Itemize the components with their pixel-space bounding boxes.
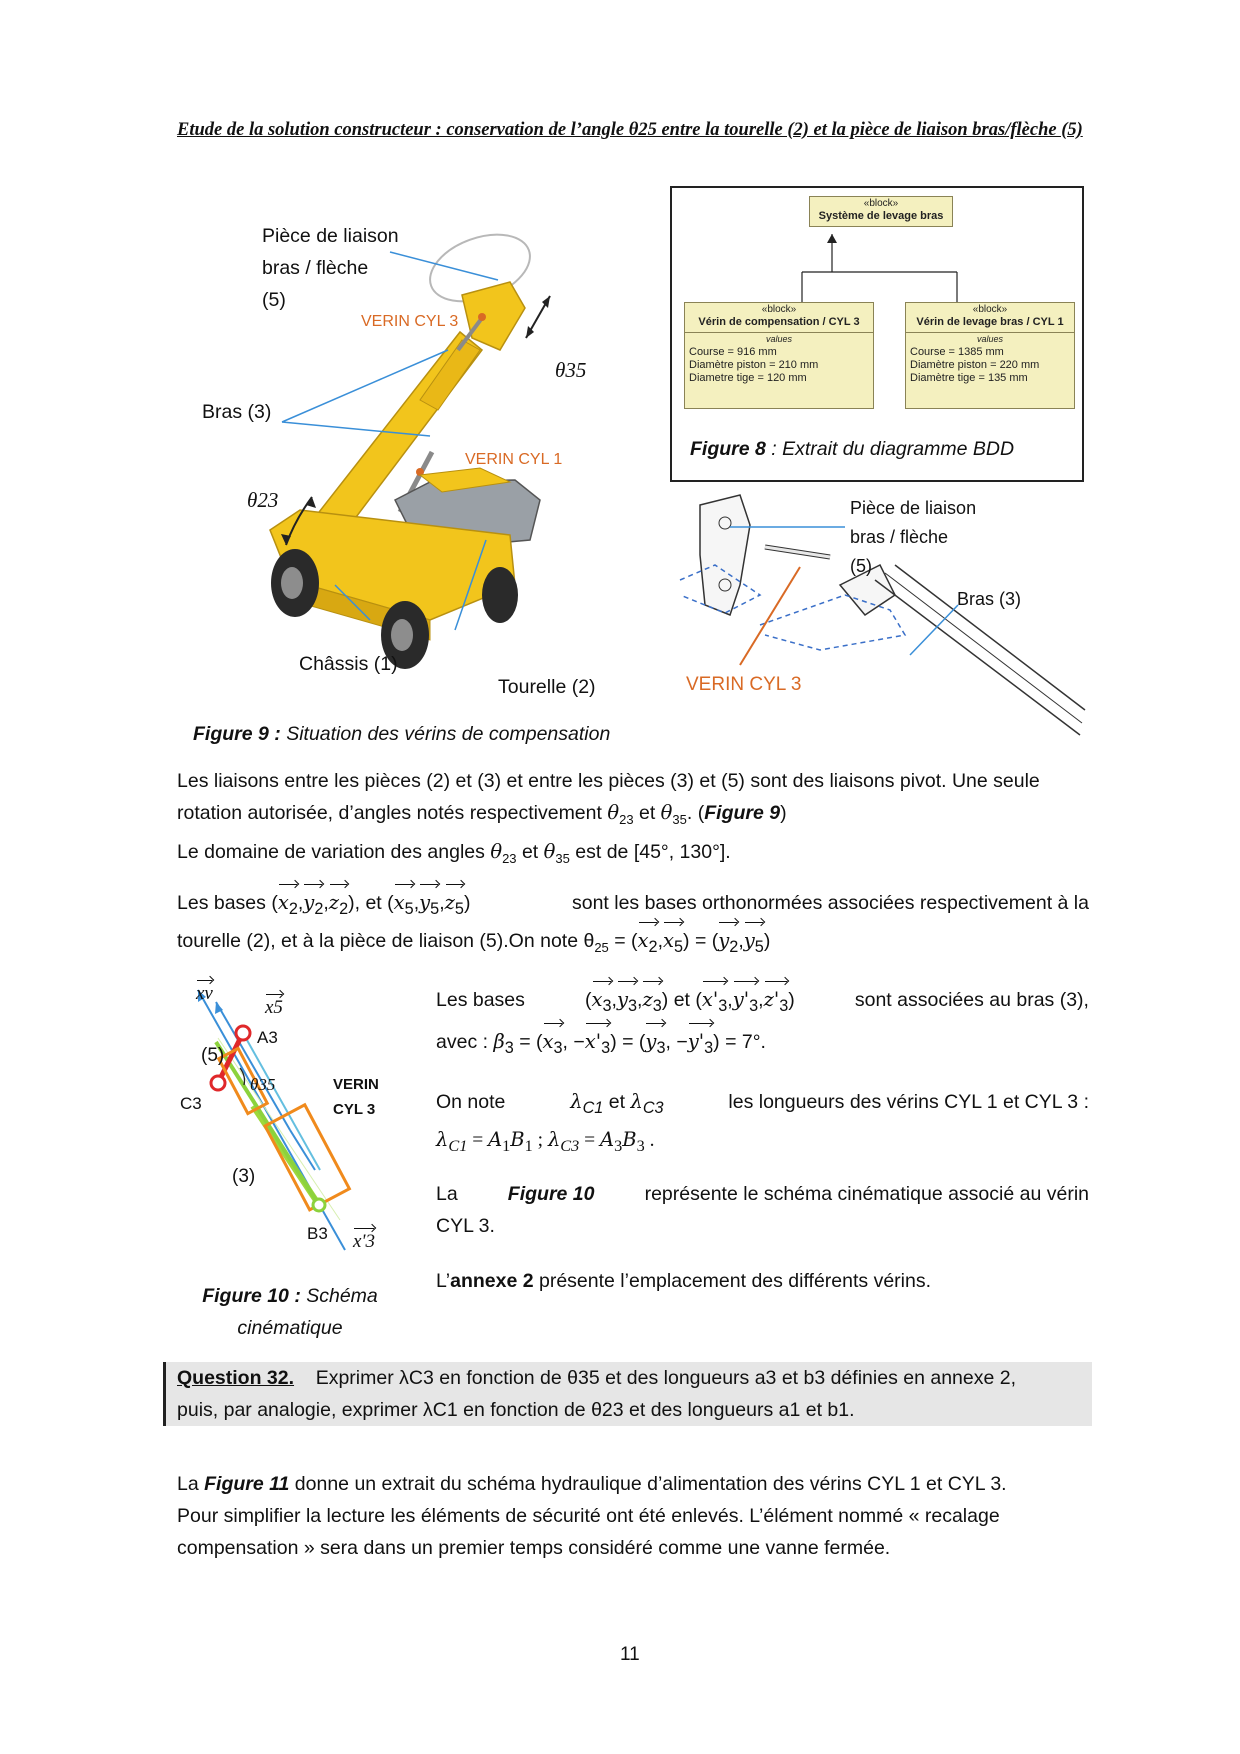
r2-line: avec : $\beta_3 = (x_3$, $-x'_3) = (y_3$, $-y'_3) = 7^\circ$. (436, 1026, 1089, 1064)
cyl1-values-header: values (976, 334, 1003, 344)
r4-line: $\lambda_{C1} = A_1B_1$ ; $\lambda_{C3} = A_3B_3$ . (436, 1127, 655, 1155)
cyl3-stereotype: «block» (761, 304, 797, 315)
r1-text-b: sont associées au bras (3), (854, 989, 1089, 1011)
root-stereotype: «block» (863, 198, 899, 209)
label-verin-cyl3: VERIN CYL 3 (361, 313, 459, 330)
label-theta23: θ23 (247, 488, 279, 512)
figure-9-caption (193, 723, 610, 746)
figure-9 (180, 200, 640, 720)
p1-line3: Le domaine de variation des angles $\theta_{23}$ et $\theta_{35}$ est de [45°, 130°]. (177, 839, 731, 866)
r6-text-a: L’ (436, 1270, 451, 1292)
cyl1-stereotype: «block» (972, 304, 1008, 315)
question-text-2: puis, par analogie, exprimer λC1 en fonction de θ23 et des longueurs a1 et b1. (177, 1399, 855, 1421)
r2-text-b: = 7°. (725, 1030, 766, 1053)
bdd-block-cyl3 (684, 302, 874, 409)
fig10-label-theta35: θ35 (250, 1075, 276, 1094)
question-line1 (177, 1362, 1089, 1394)
r6-text-b: présente l’emplacement des différents vérins. (539, 1270, 932, 1292)
cyl3-piston: Diamètre piston = 210 mm (689, 359, 819, 371)
detail-label-bras: Bras (3) (957, 589, 1022, 609)
r1-line: Les bases $(x_3,y_3,z_3)$ et $(x'_3,y'_3,z'_3)$ sont associées au bras (3), (436, 984, 1089, 1022)
p1-line2: rotation autorisée, d’angles notés respectivement $\theta_{23}$ et $\theta_{35}$. (Figure 9) (177, 801, 787, 827)
r5-line2: CYL 3. (436, 1215, 495, 1237)
x5-text: x5 (265, 997, 283, 1018)
x3prime-text: x'3 (353, 1231, 375, 1252)
label-verin-cyl1: VERIN CYL 1 (465, 451, 563, 468)
detail-piece-line1: Pièce de liaison (850, 498, 977, 518)
paragraph-liaisons (177, 765, 1089, 875)
r3-text-a: On note (436, 1091, 506, 1113)
kinematic-schema (180, 980, 420, 1270)
p1-line1: Les liaisons entre les pièces (2) et (3) et entre les pièces (3) et (5) sont des liaisons pivot. Une seule (177, 770, 1040, 792)
closing-line3: compensation » sera dans un premier temps considéré comme une vanne fermée. (177, 1537, 891, 1559)
detail-label-piece (850, 494, 976, 581)
paragraph-annexe (436, 1265, 1089, 1297)
p2-text-a: Les bases (177, 892, 266, 914)
verin-line2: CYL 3 (333, 1101, 376, 1118)
r5-text-b: représente le schéma cinématique associé au vérin (644, 1183, 1089, 1205)
p2-line1: Les bases $(x_2,y_2,z_2)$, et $(x_5,y_5,z_5)$ sont les bases orthonormées associées respectivement à la (177, 887, 1089, 925)
r2-text-a: avec : (436, 1030, 489, 1053)
figure-9-number: Figure 9 : (193, 723, 281, 745)
verin-line1: VERIN (333, 1076, 379, 1093)
section-heading: Etude de la solution constructeur : conservation de l’angle θ25 entre la tourelle (2) et la pièce de liaison bras/flèche (5) (177, 120, 1083, 140)
label-piece-line2: bras / flèche (262, 257, 369, 279)
p1-line2-text: rotation autorisée, d’angles notés respectivement (177, 802, 602, 824)
fig10-label-b3: B3 (307, 1224, 328, 1243)
aerial-lift-illustration (180, 200, 640, 720)
cyl1-tige: Diamètre tige = 135 mm (910, 372, 1028, 384)
cyl1-piston: Diamètre piston = 220 mm (910, 359, 1040, 371)
p2-text-b: sont les bases orthonormées associées respectivement à la (571, 892, 1089, 914)
fig10-label-xv (196, 983, 213, 1005)
paragraph-fig10-ref (436, 1178, 1089, 1242)
label-piece-line3: (5) (262, 289, 286, 311)
question-32 (177, 1362, 1089, 1426)
ref-figure-11: Figure 11 (204, 1473, 290, 1495)
r3-text-b: les longueurs des vérins CYL 1 et CYL 3 : (728, 1091, 1089, 1113)
r1-text-a: Les bases (436, 989, 525, 1011)
p2-text-c: tourelle (2), et à la pièce de liaison (5).On note (177, 929, 579, 952)
question-label: Question 32. (177, 1367, 295, 1389)
detail-piece-line3: (5) (850, 556, 872, 576)
paragraph-lambda (436, 1086, 1089, 1162)
fig10-label-a3: A3 (257, 1028, 278, 1047)
paragraph-bases (177, 887, 1089, 964)
p1-line3-text: Le domaine de variation des angles (177, 840, 485, 863)
label-piece-line1: Pièce de liaison (262, 225, 399, 247)
fig10-label-3: (3) (232, 1166, 256, 1187)
fig10-label-5: (5) (201, 1045, 225, 1066)
label-theta35: θ35 (555, 358, 587, 382)
label-tourelle: Tourelle (2) (498, 676, 596, 698)
figure-10-number: Figure 10 : (202, 1285, 301, 1307)
ref-figure-9: Figure 9 (704, 802, 781, 824)
closing-text-a: La (177, 1473, 199, 1495)
figure-10 (180, 980, 420, 1270)
closing-line1 (177, 1468, 1089, 1500)
fig10-label-x5 (265, 997, 283, 1019)
root-name: Système de levage bras (818, 210, 944, 222)
paragraph-figure-11 (177, 1468, 1089, 1564)
ref-annexe-2: annexe 2 (450, 1270, 534, 1292)
cyl3-course: Course = 916 mm (689, 346, 777, 358)
label-piece-liaison (262, 220, 399, 316)
bdd-block-cyl1 (905, 302, 1075, 409)
figure-8-bdd (670, 186, 1084, 482)
cyl3-tige: Diametre tige = 120 mm (689, 372, 807, 384)
figure-8-caption (690, 438, 1014, 461)
paragraph-bases-bras (436, 984, 1089, 1064)
detail-piece-line2: bras / flèche (850, 527, 949, 547)
figure-8-title: : Extrait du diagramme BDD (765, 438, 1015, 460)
p1-range: est de [45°, 130°]. (575, 840, 731, 863)
r5-text-a: La (436, 1183, 458, 1205)
cyl1-course: Course = 1385 mm (910, 346, 1004, 358)
figure-10-title-l1: Schéma (306, 1285, 378, 1307)
figure-9-title: Situation des vérins de compensation (286, 723, 611, 745)
question-text-1: Exprimer λC3 en fonction de θ35 et des longueurs a3 et b3 définies en annexe 2, (315, 1367, 1016, 1389)
fig10-label-x3prime (353, 1231, 375, 1253)
detail-label-verin-cyl3: VERIN CYL 3 (686, 674, 802, 695)
r3-line: On note $\lambda_{C1}$ et $\lambda_{C3}$ les longueurs des vérins CYL 1 et CYL 3 : (436, 1086, 1089, 1124)
cyl3-values-header: values (765, 334, 792, 344)
ref-figure-10: Figure 10 (507, 1183, 595, 1205)
fig10-label-c3: C3 (180, 1094, 202, 1113)
p2-line2: tourelle (2), et à la pièce de liaison (5).On note $\theta_{25} = (x_2,x_5) = (y_2,y_5)$ (177, 925, 1089, 964)
xv-text: xv (196, 983, 213, 1004)
bdd-block-root (809, 196, 953, 227)
closing-line2: Pour simplifier la lecture les éléments de sécurité ont été enlevés. L’élément nommé « recalage (177, 1505, 1000, 1527)
label-chassis: Châssis (1) (299, 653, 398, 675)
cyl1-name: Vérin de levage bras / CYL 1 (906, 316, 1074, 333)
figure-10-caption (180, 1280, 400, 1344)
closing-text-b: donne un extrait du schéma hydraulique d’alimentation des vérins CYL 1 et CYL 3. (294, 1473, 1007, 1495)
fig10-label-verin (333, 1072, 379, 1122)
figure-10-title-l2: cinématique (237, 1317, 343, 1339)
page-number: 11 (620, 1644, 640, 1665)
label-bras: Bras (3) (202, 401, 272, 423)
figure-8-number: Figure 8 (690, 438, 766, 460)
r5-line1 (436, 1178, 1089, 1210)
cyl3-name: Vérin de compensation / CYL 3 (685, 316, 873, 333)
